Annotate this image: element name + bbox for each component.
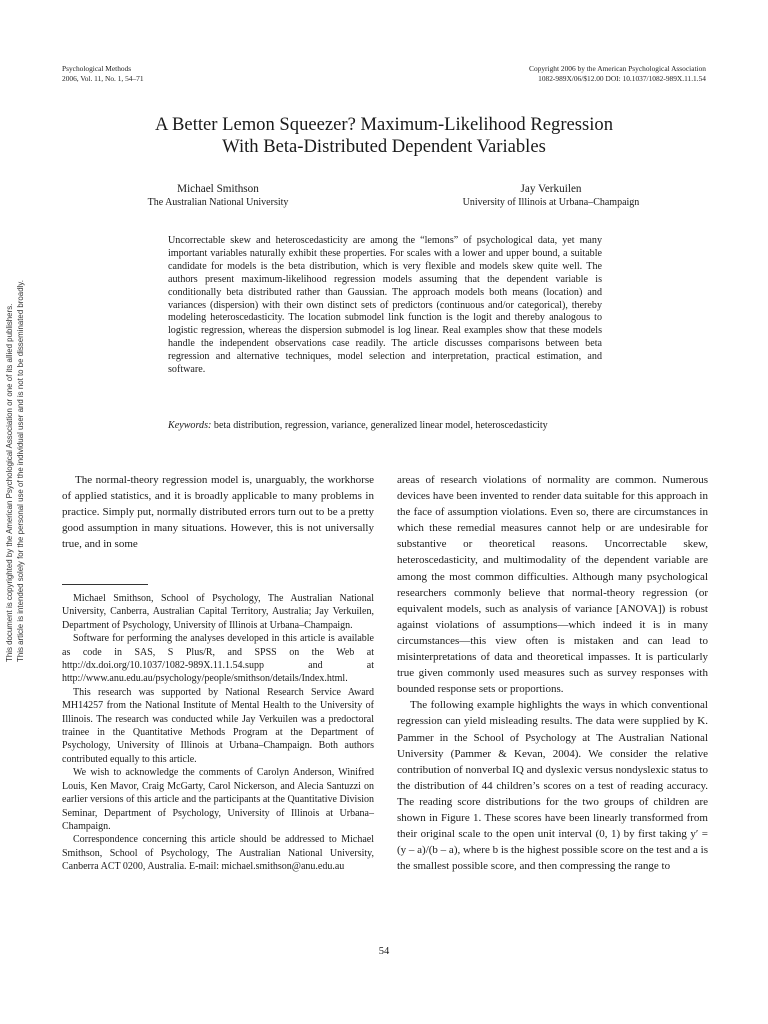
keywords-label: Keywords: bbox=[168, 420, 212, 431]
sidebar-line-1: This document is copyrighted by the American Psychological Association or one of its allied publishers. bbox=[5, 303, 14, 662]
footnote-paragraph: Correspondence concerning this article should be addressed to Michael Smithson, School of Psychology, The Australian National University, Canberra ACT 0200, Australia. E-mail: michael.smithson@anu.edu.au bbox=[62, 834, 374, 873]
title-line-2: With Beta-Distributed Dependent Variables bbox=[222, 136, 546, 157]
body-paragraph: The normal-theory regression model is, unarguably, the workhorse of applied statistics, and it is broadly applicable to many problems in practice. Simply put, normally distributed errors turn out to be a pretty good assumption in many situations. However, this is not universally true, and in some bbox=[62, 474, 374, 551]
body-right-column bbox=[397, 472, 708, 874]
author-name: Jay Verkuilen bbox=[520, 183, 582, 195]
journal-name: Psychological Methods bbox=[62, 64, 132, 73]
footnote-paragraph: We wish to acknowledge the comments of Carolyn Anderson, Winifred Louis, Ken Mavor, Craig McGarty, Carol Nickerson, and Alecia Santuzzi on earlier versions of this article and the participants at the Quantitative Division Seminar, Department of Psychology, University of Illinois at Urbana–Champaign. bbox=[62, 767, 374, 832]
keywords bbox=[168, 419, 602, 432]
author-name: Michael Smithson bbox=[177, 183, 259, 195]
journal-issue: 2006, Vol. 11, No. 1, 54–71 bbox=[62, 73, 144, 83]
body-paragraph: The following example highlights the ways in which conventional regression can yield misleading results. The data were supplied by K. Pammer in the School of Psychology at The Australian National University (Pammer & Kevan, 2004). We consider the relative contribution of nonverbal IQ and dyslexic versus nondyslexic status to the distribution of 44 children’s scores on a test of reading accuracy. The reading score distributions for the two groups of children are shown in Figure 1. These scores have been linearly transformed from their original scale to the open unit interval (0, 1) by first taking y′ = (y – a)/(b – a), where b is the highest possible score on the test and a is the smallest possible score, and then compressing the range to bbox=[397, 699, 708, 873]
abstract: Uncorrectable skew and heteroscedasticity are among the “lemons” of psychological data, yet many important variables naturally exhibit these properties. For scales with a lower and upper bound, a suitable candidate for models is the beta distribution, which is very flexible and models skew quite well. The authors present maximum-likelihood regression models assuming that the dependent variable is conditionally beta distributed rather than Gaussian. The approach models both means (location) and variances (dispersion) with their own distinct sets of predictors (continuous and/or categorical), thereby modeling heteroscedasticity. The location submodel link function is the logit and thereby analogous to logistic regression, whereas the dispersion submodel is log linear. Real examples show that these models handle the independent observations case readily. The article discusses comparisons between beta regression and alternative techniques, model selection and interpretation, practical estimation, and software. bbox=[168, 235, 602, 376]
keywords-text: beta distribution, regression, variance, generalized linear model, heteroscedasticity bbox=[213, 420, 548, 431]
author-affiliation: University of Illinois at Urbana–Champaign bbox=[462, 197, 640, 208]
copyright-sidebar bbox=[4, 280, 26, 662]
footnote-paragraph: Michael Smithson, School of Psychology, The Australian National University, Canberra, Australian Capital Territory, Australia; Jay Verkuilen, Department of Psychology, University of Illinois at Urbana–Champaign. bbox=[62, 593, 374, 631]
footnote-rule bbox=[62, 584, 148, 585]
article-title bbox=[60, 114, 708, 158]
footnote-paragraph: This research was supported by National Research Service Award MH14257 from the National Institute of Mental Health to the University of Illinois. The research was conducted while Jay Verkuilen was a predoctoral trainee in the Quantitative Methods Program at the Department of Psychology, University of Illinois at Urbana–Champaign. Both authors contributed equally to this article. bbox=[62, 686, 374, 765]
body-left-column bbox=[62, 472, 374, 552]
author-block-1 bbox=[100, 182, 336, 209]
running-header-right bbox=[529, 64, 706, 83]
page-number: 54 bbox=[378, 946, 390, 957]
doi-line: 1082-989X/06/$12.00 DOI: 10.1037/1082-989X.11.1.54 bbox=[538, 73, 706, 83]
copyright-line: Copyright 2006 by the American Psychological Association bbox=[529, 64, 706, 73]
sidebar-line-2: This article is intended solely for the personal use of the individual user and is not to be disseminated broadly. bbox=[16, 280, 25, 662]
running-header-left bbox=[62, 64, 144, 83]
body-paragraph: areas of research violations of normality are common. Numerous devices have been invented to render data suitable for this approach in the face of assumption violations. Even so, there are circumstances in which these remedial measures cannot help or are undesirable for substantive or theoretical reasons. Uncorrectable skew, heteroscedasticity, and multimodality of the dependent variable are among the most common difficulties. Although many psychological researchers commonly believe that normal-theory regression (or equivalent models, such as analysis of variance [ANOVA]) is robust against violations of assumptions—which indeed it is in many circumstances—this view often is mistaken and can lead to misinterpretations of data and theoretical impasses. It is particularly true given commonly used measures such as survey responses with bounded response sets or proportions. bbox=[397, 474, 708, 696]
author-note bbox=[62, 592, 374, 874]
author-affiliation: The Australian National University bbox=[147, 197, 289, 208]
footnote-paragraph: Software for performing the analyses developed in this article is available as code in SAS, S Plus/R, and SPSS on the Web at http://dx.doi.org/10.1037/1082-989X.11.1.54.supp and at http://www.anu.edu.au/psychology/people/smithson/details/Index.html. bbox=[62, 633, 374, 685]
title-line-1: A Better Lemon Squeezer? Maximum-Likelihood Regression bbox=[154, 114, 614, 135]
author-block-2 bbox=[430, 182, 672, 209]
